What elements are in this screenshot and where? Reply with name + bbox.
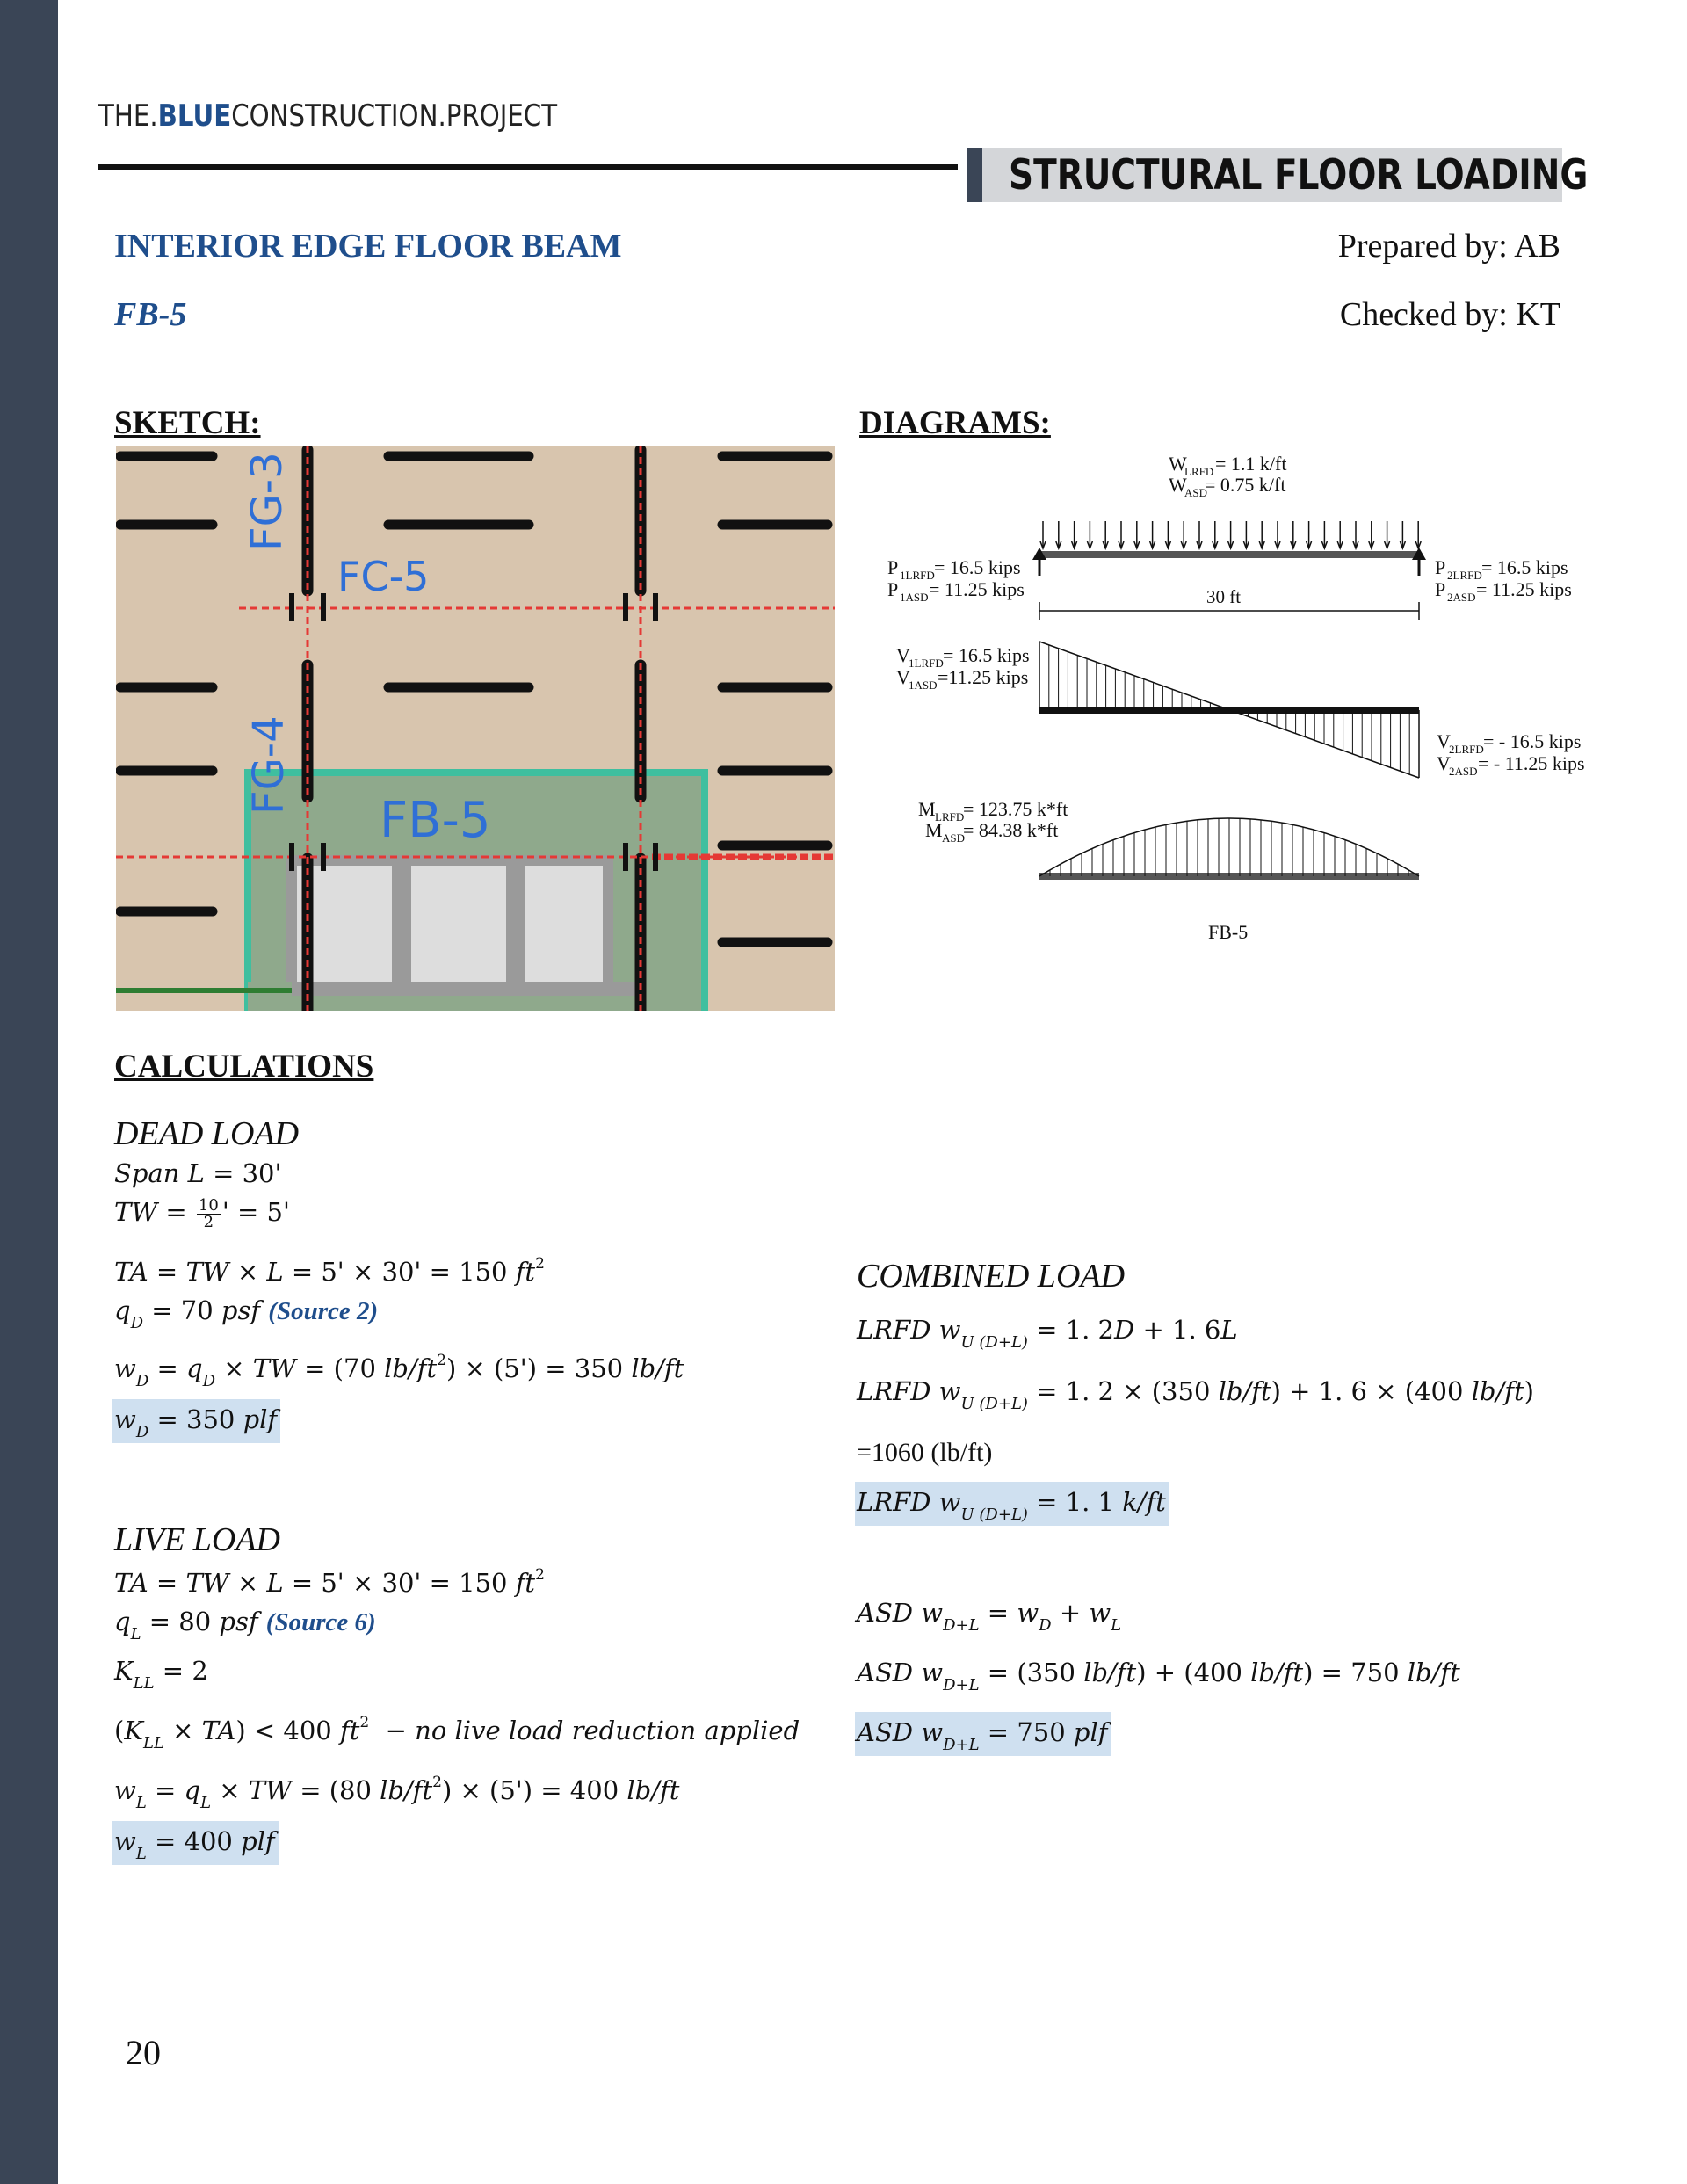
diagrams-heading: DIAGRAMS: <box>859 405 1051 441</box>
banner-accent <box>967 148 982 202</box>
beam-diagrams <box>857 453 1612 954</box>
live-wl-result: $w_L = 400$ plf <box>112 1826 279 1863</box>
asd-formula-eq: ASD $w_{D+L} = w_D + w_L$ <box>857 1598 1122 1635</box>
checked-by: Checked by: KT <box>1339 296 1560 333</box>
svg-text:1ASD: 1ASD <box>909 678 938 692</box>
svg-text:= 16.5 kips: = 16.5 kips <box>934 556 1021 578</box>
svg-text:V: V <box>1437 730 1451 752</box>
page-sidebar-band <box>0 0 58 2184</box>
svg-text:1LRFD: 1LRFD <box>909 657 944 670</box>
page-heading: INTERIOR EDGE FLOOR BEAM <box>114 228 622 265</box>
dead-qd-eq: $q_D = 70$ psf (Source 2) <box>114 1295 379 1332</box>
svg-text:= 123.75 k*ft: = 123.75 k*ft <box>963 798 1068 820</box>
live-ql-eq: $q_L = 80$ psf (Source 6) <box>114 1607 376 1643</box>
label-fb5: FB-5 <box>380 792 491 849</box>
svg-text:=11.25 kips: =11.25 kips <box>938 666 1029 688</box>
svg-text:LRFD: LRFD <box>1184 465 1214 478</box>
lrfd-intermediate: =1060 (lb/ft) <box>857 1438 993 1467</box>
svg-text:= 0.75 k/ft: = 0.75 k/ft <box>1205 474 1286 496</box>
svg-text:= 11.25 kips: = 11.25 kips <box>1476 578 1572 600</box>
beam-id: FB-5 <box>114 296 187 333</box>
calculations-heading: CALCULATIONS <box>114 1048 374 1085</box>
svg-text:2ASD: 2ASD <box>1449 765 1478 778</box>
combined-load-title: COMBINED LOAD <box>857 1258 1126 1295</box>
svg-text:P: P <box>887 578 899 600</box>
svg-text:M: M <box>925 819 943 841</box>
svg-text:M: M <box>918 798 936 820</box>
svg-text:W: W <box>1169 474 1187 496</box>
svg-text:V: V <box>896 666 910 688</box>
label-fc5: FC-5 <box>337 553 430 600</box>
lrfd-result: LRFD $w_{U (D+L)} = 1$. 1 k/ft <box>855 1487 1169 1524</box>
svg-text:2LRFD: 2LRFD <box>1447 569 1482 582</box>
svg-text:30 ft: 30 ft <box>1206 586 1242 607</box>
svg-text:= - 16.5 kips: = - 16.5 kips <box>1483 730 1582 752</box>
live-ta-eq: TA = TW × L = 5' × 30' = 150 $ft^2$ <box>114 1566 545 1598</box>
dead-tw-eq: TW = $\frac{10}{2}$ ' = 5' <box>114 1195 290 1231</box>
live-load-source: (Source 6) <box>265 1608 376 1636</box>
svg-text:P: P <box>887 556 899 578</box>
dead-load-title: DEAD LOAD <box>114 1115 300 1152</box>
dead-wd-eq: $w_D = q_D$ × TW = (70 $lb/ft^2) \times (5') = 350$ lb/ft <box>114 1352 684 1390</box>
svg-text:= - 11.25 kips: = - 11.25 kips <box>1478 752 1585 774</box>
dead-load-source: (Source 2) <box>268 1297 379 1325</box>
svg-text:V: V <box>1437 752 1451 774</box>
lrfd-sub-eq: LRFD $w_{U (D+L)} = 1$. 2 × (350 lb/ft) + 1. 6 × (400 lb/ft) <box>857 1376 1534 1413</box>
diagram-caption: FB-5 <box>1208 921 1249 943</box>
live-reduction-note: no live load reduction applied <box>415 1716 800 1745</box>
svg-text:= 1.1 k/ft: = 1.1 k/ft <box>1215 453 1287 475</box>
dead-ta-eq: TA = TW × L = 5' × 30' = 150 $ft^2$ <box>114 1255 545 1287</box>
svg-text:P: P <box>1435 556 1446 578</box>
label-fg4: FG-4 <box>244 715 293 815</box>
framing-sketch <box>116 446 835 1011</box>
svg-text:= 11.25 kips: = 11.25 kips <box>929 578 1025 600</box>
svg-text:= 16.5 kips: = 16.5 kips <box>943 644 1030 666</box>
svg-text:1ASD: 1ASD <box>900 591 929 604</box>
svg-text:ASD: ASD <box>942 831 966 845</box>
svg-text:1LRFD: 1LRFD <box>900 569 935 582</box>
lrfd-formula-eq: LRFD $w_{U (D+L)} = 1$. 2D + 1. 6L <box>857 1315 1238 1352</box>
svg-text:2ASD: 2ASD <box>1447 591 1476 604</box>
svg-text:LRFD: LRFD <box>935 810 965 824</box>
svg-text:P: P <box>1435 578 1446 600</box>
dead-span-eq: Span L = 30' <box>114 1158 282 1188</box>
brand-logo: THE.BLUECONSTRUCTION.PROJECT <box>98 98 558 134</box>
live-wl-eq: $w_L = q_L$ × TW = (80 $lb/ft^2) \times (5') = 400$ lb/ft <box>114 1774 680 1812</box>
dead-wd-result: $w_D = 350$ plf <box>112 1404 280 1441</box>
prepared-by: Prepared by: AB <box>1337 228 1560 265</box>
banner-title: STRUCTURAL FLOOR LOADING <box>1009 151 1589 200</box>
live-reduction-eq: $(K_{LL} \times TA) < 400$ $ft^2$ − no live load reduction applied <box>114 1714 800 1752</box>
svg-text:= 16.5 kips: = 16.5 kips <box>1481 556 1568 578</box>
svg-text:2LRFD: 2LRFD <box>1449 743 1484 756</box>
header-rule <box>98 164 958 170</box>
label-fg3: FG-3 <box>243 452 292 551</box>
svg-text:= 84.38 k*ft: = 84.38 k*ft <box>963 819 1059 841</box>
svg-text:W: W <box>1169 453 1187 475</box>
asd-sub-eq: ASD $w_{D+L} = (350$ lb/ft) + (400 lb/ft) = 750 lb/ft <box>857 1658 1460 1694</box>
sketch-heading: SKETCH: <box>114 405 261 441</box>
asd-result: ASD $w_{D+L} = 750$ plf <box>855 1717 1111 1754</box>
page-number: 20 <box>126 2033 161 2072</box>
svg-text:V: V <box>896 644 910 666</box>
live-kll-eq: $K_{LL} = 2$ <box>114 1656 208 1693</box>
section-banner <box>967 148 1589 202</box>
live-load-title: LIVE LOAD <box>114 1521 280 1558</box>
svg-text:ASD: ASD <box>1184 486 1208 499</box>
